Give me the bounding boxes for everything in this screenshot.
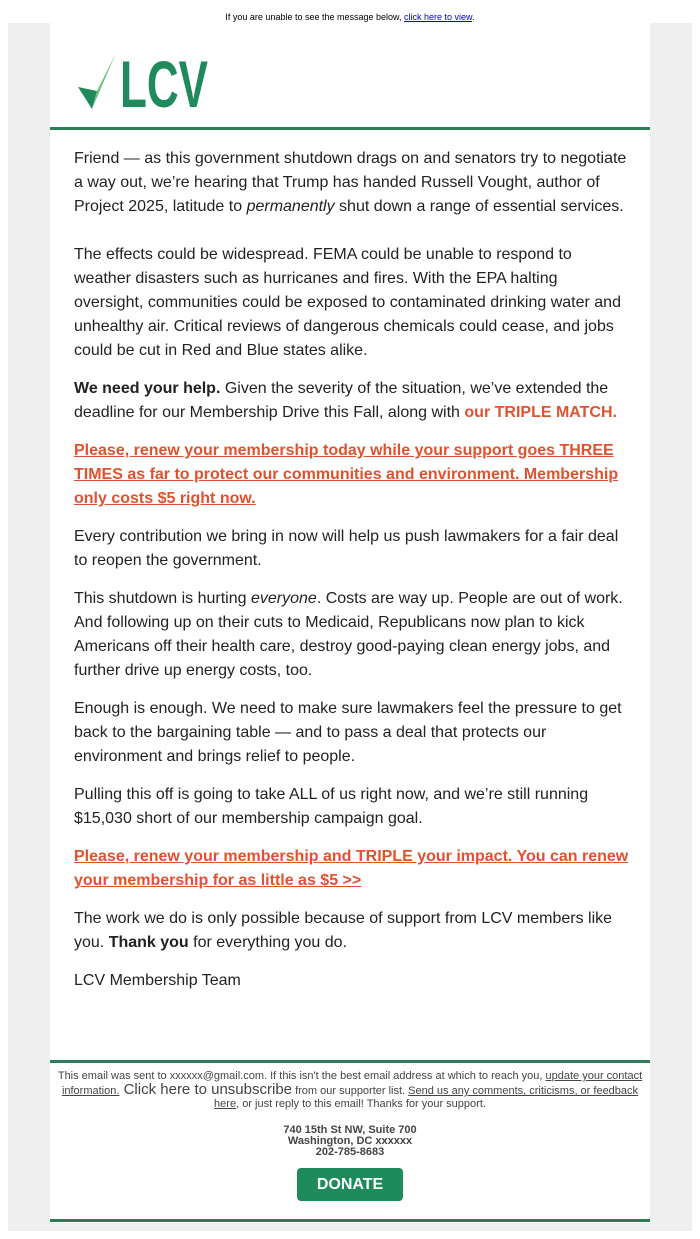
message-content	[74, 147, 629, 1007]
paragraph: Enough is enough. We need to make sure lawmakers feel the pressure to get back to the bargaining table — and to pass a deal that protects our environment and brings relief to people.	[74, 700, 622, 765]
header-divider	[50, 127, 650, 130]
footer-divider	[50, 1060, 650, 1063]
email-body	[50, 23, 650, 1223]
paragraph: We need your help. Given the severity of the situation, we’ve extended the deadline for our Membership Drive this Fall, along with our TRIPLE MATCH.	[74, 380, 617, 421]
renew-membership-link[interactable]: Please, renew your membership today while your support goes THREE TIMES as far to protect our communities and environment. Membership only costs $5 right now.	[74, 442, 619, 507]
footer	[50, 1070, 650, 1201]
paragraph: This shutdown is hurting everyone. Costs are way up. People are out of work. And following up on their cuts to Medicaid, Republicans now plan to kick Americans off their health care, destroy good-paying clean energy jobs, and further drive up energy costs, too.	[74, 590, 623, 679]
donate-button[interactable]: DONATE	[297, 1168, 403, 1201]
signature: LCV Membership Team	[74, 972, 241, 989]
triple-impact-link[interactable]: Please, renew your membership and TRIPLE your impact. You can renew your membership for as little as $5 >>	[74, 848, 629, 889]
bottom-divider	[50, 1219, 650, 1222]
email-background	[8, 23, 692, 1231]
lcv-logo	[76, 47, 211, 121]
paragraph: Every contribution we bring in now will help us push lawmakers for a fair deal to reopen the government.	[74, 528, 619, 569]
update-contact-link[interactable]: update your contact information.	[61, 1070, 643, 1097]
paragraph	[74, 845, 629, 893]
paragraph: The work we do is only possible because of support from LCV members like you. Thank you for everything you do.	[74, 910, 613, 951]
footer-notice: This email was sent to xxxxxx@gmail.com. If this isn't the best email address at which to reach you, update your contact information. Click here to unsubscribe from our supporter list. Send us any comments, criticisms, or feedback here, or just reply to this email! Thanks for your support.	[57, 1070, 643, 1110]
paragraph: The effects could be widespread. FEMA could be unable to respond to weather disasters such as hurricanes and fires. With the EPA halting oversight, communities could be exposed to contaminated drinking water and unhealthy air. Critical reviews of dangerous chemicals could cease, and jobs could be cut in Red and Blue states alike.	[74, 246, 621, 359]
feedback-link[interactable]: Send us any comments, criticisms, or feedback here	[214, 1085, 639, 1110]
paragraph	[74, 439, 629, 511]
unsubscribe-link[interactable]: Click here to unsubscribe	[119, 1081, 293, 1098]
preheader: If you are unable to see the message below, click here to view.	[225, 12, 475, 22]
address: 740 15th St NW, Suite 700 Washington, DC xxxxxx 202-785-8683	[283, 1124, 417, 1158]
view-in-browser-link[interactable]: click here to view	[404, 12, 473, 22]
paragraph: Pulling this off is going to take ALL of us right now, and we’re still running $15,030 short of our membership campaign goal.	[74, 786, 589, 827]
paragraph: Friend — as this government shutdown drags on and senators try to negotiate a way out, we’re hearing that Trump has handed Russell Vought, author of Project 2025, latitude to permanently shut down a range of essential services.	[74, 150, 627, 215]
svg-text:LCV: LCV	[120, 47, 208, 121]
